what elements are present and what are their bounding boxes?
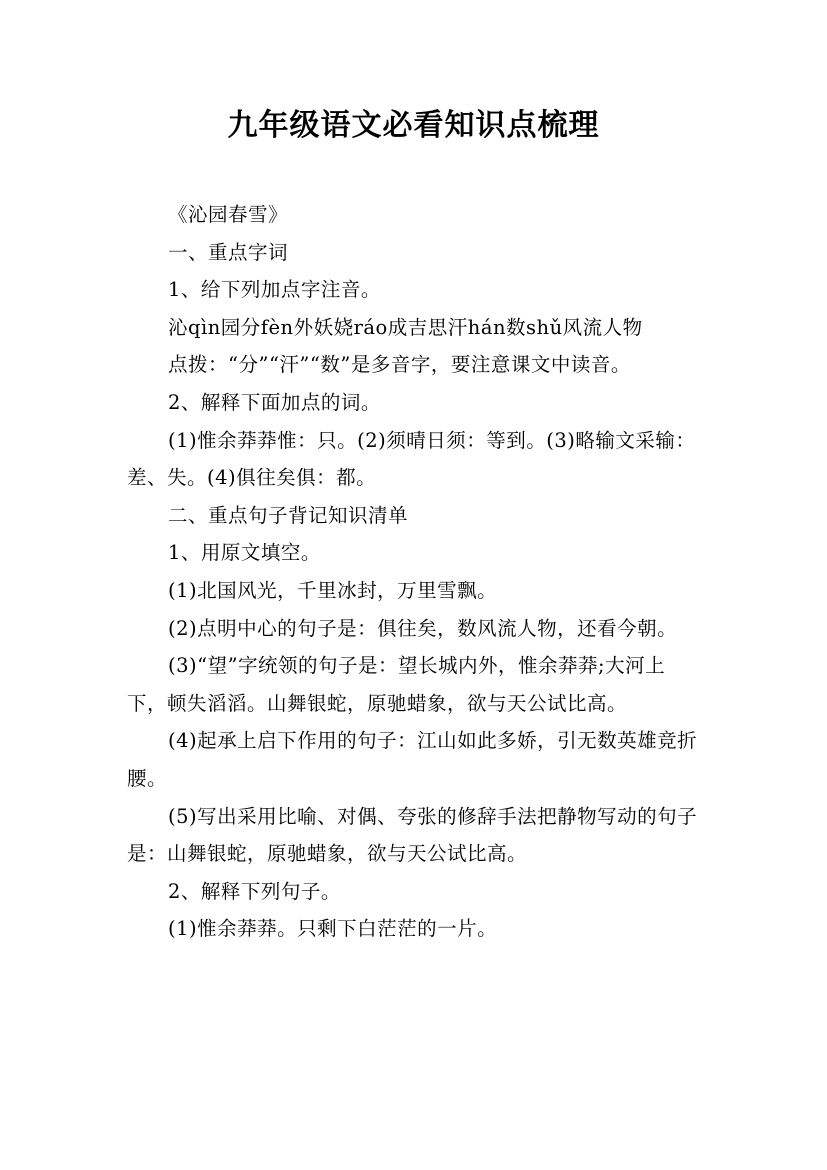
paragraph-item: 2、解释下列句子。 [168,879,341,903]
paragraph-answer: (1)惟余莽莽。只剩下白茫茫的一片。 [168,917,498,941]
paragraph-answer: (3)“望”字统领的句子是：望长城内外，惟余莽莽;大河上下，顿失滔滔。山舞银蛇，原驰蜡象，欲与天公试比高。 [127,654,666,715]
paragraph-note: 点拨：“分”“汗”“数”是多音字，要注意课文中读音。 [168,353,631,377]
paragraph-item: 1、给下列加点字注音。 [168,278,381,302]
paragraph-answer: (1)北国风光，千里冰封，万里雪飘。 [168,578,498,602]
paragraph-answer: (5)写出采用比喻、对偶、夸张的修辞手法把静物写动的句子是：山舞银蛇，原驰蜡象，欲与天公试比高。 [127,804,698,866]
paragraph-section-heading: 二、重点句子背记知识清单 [168,503,409,527]
document-body [127,196,705,948]
paragraph-definitions: (1)惟余莽莽惟：只。(2)须晴日须：等到。(3)略输文采输：差、失。(4)俱往矣俱：都。 [127,428,696,490]
paragraph-poem-title: 《沁园春雪》 [168,203,289,226]
document-title: 九年级语文必看知识点梳理 [227,108,600,143]
paragraph-pinyin: 沁qìn园分fèn外妖娆ráo成吉思汗hán数shǔ风流人物 [168,315,643,339]
paragraph-item: 2、解释下面加点的词。 [168,390,381,414]
paragraph-answer: (2)点明中心的句子是：俱往矣，数风流人物，还看今朝。 [168,616,678,640]
paragraph-answer: (4)起承上启下作用的句子：江山如此多娇，引无数英雄竞折腰。 [127,729,698,790]
paragraph-section-heading: 一、重点字词 [168,240,289,264]
paragraph-item: 1、用原文填空。 [168,541,321,565]
